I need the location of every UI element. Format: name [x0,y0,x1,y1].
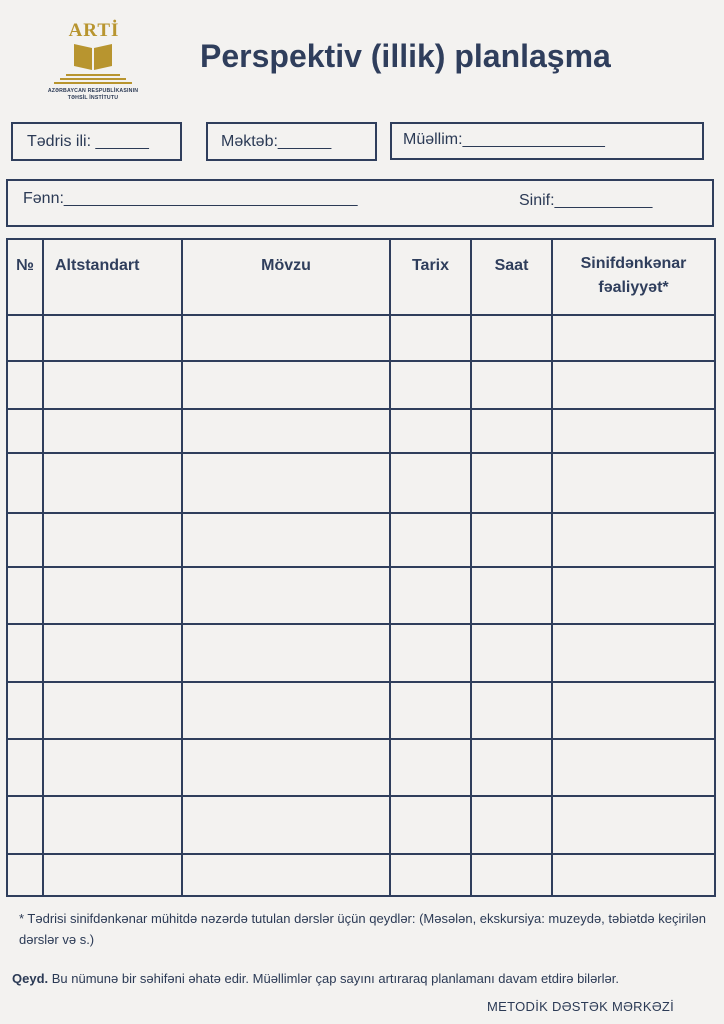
table-cell[interactable] [552,315,715,361]
table-cell[interactable] [390,624,471,682]
table-cell[interactable] [7,409,43,453]
table-row [7,361,715,409]
tedris-ili-field[interactable] [11,122,182,161]
col-header-number: № [7,239,43,315]
table-row [7,513,715,567]
table-cell[interactable] [43,624,182,682]
table-cell[interactable] [7,453,43,513]
table-cell[interactable] [182,796,390,854]
qeyd-text: Bu nümunə bir səhifəni əhatə edir. Müəllimlər çap sayını artıraraq planlamanı davam etdirə bilərlər. [48,971,619,986]
table-cell[interactable] [43,409,182,453]
table-cell[interactable] [390,796,471,854]
muellim-field[interactable] [390,122,704,160]
table-cell[interactable] [390,361,471,409]
table-cell[interactable] [390,567,471,624]
table-cell[interactable] [552,453,715,513]
table-cell[interactable] [182,409,390,453]
table-cell[interactable] [7,796,43,854]
table-cell[interactable] [552,739,715,796]
muellim-label: Müəllim:________________ [403,131,605,148]
table-cell[interactable] [7,854,43,896]
book-icon [52,40,134,90]
table-cell[interactable] [390,453,471,513]
table-cell[interactable] [43,796,182,854]
col-header-sinifdenkenar: Sinifdənkənar fəaliyyət* [552,239,715,315]
table-cell[interactable] [471,315,552,361]
table-row [7,453,715,513]
table-row [7,315,715,361]
table-cell[interactable] [552,513,715,567]
table-cell[interactable] [390,739,471,796]
table-row [7,796,715,854]
table-cell[interactable] [552,409,715,453]
table-cell[interactable] [471,361,552,409]
mekteb-label: Məktəb:______ [221,133,332,150]
table-row [7,739,715,796]
logo-caption-1: AZƏRBAYCAN RESPUBLİKASININ [47,88,139,94]
logo-caption-2: TƏHSİL İNSTİTUTU [67,95,119,101]
fenn-sinif-field[interactable] [6,179,714,227]
table-cell[interactable] [43,682,182,739]
col-header-saat: Saat [471,239,552,315]
col-header-altstandart: Altstandart [43,239,182,315]
table-cell[interactable] [471,854,552,896]
tedris-ili-label: Tədris ili: ______ [27,133,149,150]
qeyd-note [12,971,619,986]
table-cell[interactable] [471,567,552,624]
table-cell[interactable] [43,739,182,796]
footnote: * Tədrisi sinifdənkənar mühitdə nəzərdə tutulan dərslər üçün qeydlər: (Məsələn, ekskursiya: muzeydə, təbiətdə keçirilən dərslər və s.) [19,911,706,947]
table-cell[interactable] [7,361,43,409]
table-cell[interactable] [390,513,471,567]
table-cell[interactable] [471,739,552,796]
table-cell[interactable] [471,409,552,453]
table-cell[interactable] [390,854,471,896]
table-cell[interactable] [182,854,390,896]
table-cell[interactable] [552,854,715,896]
table-cell[interactable] [182,567,390,624]
table-cell[interactable] [552,682,715,739]
table-cell[interactable] [471,453,552,513]
page-title: Perspektiv (illik) planlaşma [200,38,611,74]
footer-center-name: METODİK DƏSTƏK MƏRKƏZİ [487,999,675,1014]
col-header-movzu: Mövzu [182,239,390,315]
table-cell[interactable] [43,567,182,624]
table-cell[interactable] [7,513,43,567]
mekteb-field[interactable] [206,122,377,161]
arti-logo [38,20,148,104]
table-cell[interactable] [552,361,715,409]
table-cell[interactable] [43,854,182,896]
table-cell[interactable] [390,682,471,739]
table-cell[interactable] [182,361,390,409]
plan-table [6,238,716,897]
table-cell[interactable] [43,361,182,409]
sinif-label: Sinif:___________ [519,192,653,209]
table-cell[interactable] [471,682,552,739]
table-cell[interactable] [390,409,471,453]
table-row [7,682,715,739]
table-cell[interactable] [7,682,43,739]
table-cell[interactable] [7,624,43,682]
table-cell[interactable] [182,315,390,361]
table-cell[interactable] [552,796,715,854]
table-row [7,409,715,453]
table-row [7,624,715,682]
table-cell[interactable] [7,567,43,624]
col-header-tarix: Tarix [390,239,471,315]
table-header-row [7,239,715,315]
qeyd-label: Qeyd. [12,971,49,986]
table-cell[interactable] [7,315,43,361]
table-cell[interactable] [43,513,182,567]
table-cell[interactable] [182,453,390,513]
fenn-label: Fənn:_________________________________ [23,190,358,207]
table-row [7,567,715,624]
table-row [7,854,715,896]
table-body [7,315,715,896]
table-cell[interactable] [182,513,390,567]
table-cell[interactable] [471,513,552,567]
table-cell[interactable] [390,315,471,361]
table-cell[interactable] [552,567,715,624]
table-cell[interactable] [552,624,715,682]
table-cell[interactable] [7,739,43,796]
table-cell[interactable] [182,624,390,682]
table-cell[interactable] [43,453,182,513]
table-cell[interactable] [182,682,390,739]
table-cell[interactable] [43,315,182,361]
logo-word: ARTİ [68,20,120,41]
table-cell[interactable] [471,796,552,854]
table-cell[interactable] [182,739,390,796]
table-cell[interactable] [471,624,552,682]
